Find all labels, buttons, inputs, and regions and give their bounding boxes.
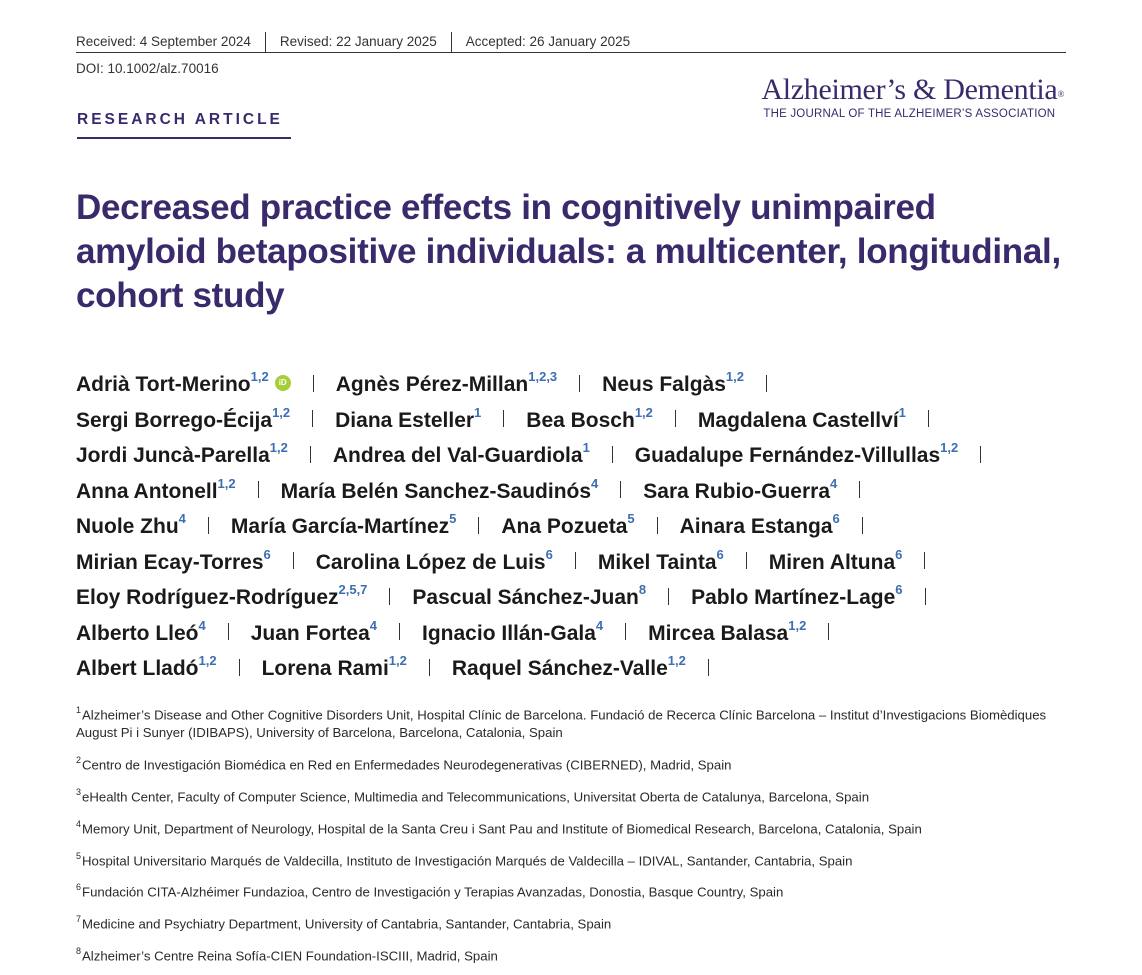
author-name[interactable]	[76, 582, 368, 609]
author-separator	[668, 588, 669, 605]
author-name-text: Jordi Juncà-Parella	[76, 444, 270, 467]
author-separator	[579, 375, 580, 392]
author-separator	[478, 517, 479, 534]
author-name[interactable]	[261, 653, 407, 680]
author-line	[76, 574, 1076, 610]
affiliation-superscript[interactable]: 1,2	[634, 404, 653, 420]
author-separator	[310, 446, 311, 463]
author-name[interactable]	[422, 617, 604, 645]
affiliation-superscript[interactable]: 1,2	[217, 475, 236, 491]
author-list	[76, 361, 1076, 681]
author-separator	[859, 481, 860, 498]
author-name[interactable]	[526, 404, 653, 432]
author-separator	[746, 552, 747, 569]
author-separator	[924, 552, 925, 569]
article-type-underline	[77, 137, 291, 139]
affiliation-superscript[interactable]: 1,2	[388, 653, 407, 668]
author-name[interactable]	[250, 617, 378, 645]
author-name-text: Ana Pozueta	[501, 515, 628, 538]
journal-subtitle: THE JOURNAL OF THE ALZHEIMER’S ASSOCIATION	[763, 108, 1056, 120]
author-name[interactable]	[315, 546, 553, 574]
author-name-text: Miren Altuna	[768, 550, 896, 574]
journal-logo	[761, 74, 1064, 120]
affiliation-number: 4	[76, 818, 82, 829]
author-name[interactable]	[76, 653, 217, 680]
affiliation-superscript[interactable]: 6	[895, 546, 903, 562]
affiliation-item	[76, 752, 1076, 774]
author-name-text: Sara Rubio-Guerra	[643, 479, 830, 503]
affiliation-superscript[interactable]: 1,2	[788, 617, 807, 633]
author-name-text: Mirian Ecay-Torres	[76, 550, 264, 574]
author-separator	[928, 410, 929, 427]
author-name[interactable]	[412, 582, 647, 609]
affiliation-superscript[interactable]: 1,2	[250, 369, 269, 384]
author-name-text: Pablo Martínez-Lage	[691, 586, 896, 609]
author-separator	[862, 517, 863, 534]
author-line	[76, 645, 1076, 681]
affiliation-superscript[interactable]: 4	[178, 511, 186, 526]
affiliation-superscript[interactable]: 1,2	[269, 440, 288, 455]
affiliation-item	[76, 943, 1076, 965]
author-separator	[429, 659, 430, 676]
author-separator	[312, 410, 313, 427]
affiliation-superscript[interactable]: 6	[832, 511, 840, 526]
author-separator	[620, 481, 621, 498]
author-name[interactable]	[76, 546, 271, 574]
author-name-text: Alberto Lleó	[76, 621, 199, 645]
affiliation-text: eHealth Center, Faculty of Computer Science, Multimedia and Telecommunications, Universitat Oberta de Catalunya, Barcelona, Spain	[82, 789, 870, 805]
author-name[interactable]	[597, 546, 724, 574]
author-separator	[766, 375, 767, 392]
affiliation-text: Memory Unit, Department of Neurology, Hospital de la Santa Creu i Sant Pau and Institute of Biomedical Research, Barcelona, Catalonia, Spain	[82, 821, 922, 837]
affiliation-number: 3	[76, 786, 82, 797]
article-title: Decreased practice effects in cognitively unimpaired amyloid betapositive individuals: a multicenter, longitudinal, cohort study	[76, 188, 1061, 315]
affiliation-superscript[interactable]: 4	[595, 617, 604, 633]
registered-mark: ®	[1057, 89, 1064, 99]
affiliation-superscript[interactable]: 1,2	[940, 440, 959, 455]
author-separator	[708, 659, 709, 676]
affiliation-superscript[interactable]: 4	[198, 617, 206, 633]
affiliation-superscript[interactable]: 6	[263, 546, 271, 562]
author-separator	[389, 588, 390, 605]
author-name-text: Andrea del Val-Guardiola	[332, 444, 583, 467]
author-name[interactable]	[76, 511, 186, 538]
author-name[interactable]	[451, 653, 686, 680]
author-name-text: Neus Falgàs	[602, 373, 726, 396]
author-name-text: Ainara Estanga	[679, 515, 833, 538]
author-separator	[228, 623, 229, 640]
author-name-text: Magdalena Castellví	[697, 408, 899, 432]
author-separator	[625, 623, 626, 640]
affiliation-item	[76, 816, 1076, 838]
author-line	[76, 397, 1076, 433]
article-type-label: RESEARCH ARTICLE	[77, 111, 283, 128]
author-name-text: Guadalupe Fernández-Villullas	[634, 444, 941, 467]
affiliation-number: 2	[76, 754, 82, 765]
doi-link[interactable]: DOI: 10.1002/alz.70016	[76, 61, 219, 76]
affiliation-list	[76, 702, 1076, 975]
author-separator	[612, 446, 613, 463]
author-name[interactable]	[501, 511, 635, 538]
affiliation-superscript[interactable]: 1,2	[198, 653, 217, 668]
author-name[interactable]	[602, 369, 744, 396]
author-name[interactable]	[634, 440, 959, 467]
author-separator	[258, 481, 259, 498]
author-name-text: Nuole Zhu	[76, 515, 179, 538]
author-name[interactable]	[280, 475, 599, 503]
author-separator	[399, 623, 400, 640]
affiliation-text: Fundación CITA-Alzhéimer Fundazioa, Centro de Investigación y Terapias Avanzadas, Donostia, Basque Country, Spain	[82, 884, 784, 900]
affiliation-text: Hospital Universitario Marqués de Valdecilla, Instituto de Investigación Marqués de Valdecilla – IDIVAL, Santander, Cantabria, Spain	[82, 852, 853, 868]
affiliation-superscript[interactable]: 1	[582, 440, 590, 455]
author-name[interactable]	[648, 617, 807, 645]
author-name-text: María Belén Sanchez-Saudinós	[280, 479, 592, 503]
author-separator	[657, 517, 658, 534]
affiliation-item	[76, 911, 1076, 933]
author-line	[76, 361, 1076, 397]
author-separator	[313, 375, 314, 392]
author-name-text: Raquel Sánchez-Valle	[451, 657, 668, 680]
author-separator	[293, 552, 294, 569]
affiliation-superscript[interactable]: 5	[449, 511, 457, 526]
author-name[interactable]	[332, 440, 590, 467]
author-name-text: Adrià Tort-Merino	[76, 373, 251, 396]
author-name-text: Bea Bosch	[526, 408, 635, 432]
affiliation-superscript[interactable]: 1,2	[272, 404, 291, 420]
author-separator	[503, 410, 504, 427]
author-name[interactable]	[335, 369, 558, 396]
author-name[interactable]	[643, 475, 838, 503]
affiliation-superscript[interactable]: 1,2,3	[528, 369, 558, 384]
author-name[interactable]	[76, 404, 291, 432]
affiliation-item	[76, 702, 1076, 742]
author-separator	[828, 623, 829, 640]
orcid-icon[interactable]: iD	[275, 375, 291, 391]
affiliation-superscript[interactable]: 1	[898, 404, 906, 420]
author-name-text: Agnès Pérez-Millan	[335, 373, 529, 396]
author-name[interactable]	[76, 369, 291, 396]
author-name-text: Mikel Tainta	[597, 550, 717, 574]
author-separator	[925, 588, 926, 605]
author-name-text: Diana Esteller	[335, 408, 475, 432]
publication-dates	[76, 31, 1066, 53]
received-date: Received: 4 September 2024	[76, 34, 251, 49]
author-name-text: Ignacio Illán-Gala	[422, 621, 596, 645]
author-line	[76, 610, 1076, 646]
author-separator	[980, 446, 981, 463]
author-name-text: Sergi Borrego-Écija	[76, 408, 273, 432]
affiliation-superscript[interactable]: 8	[638, 582, 647, 597]
affiliation-number: 1	[76, 705, 82, 715]
affiliation-superscript[interactable]: 1	[474, 404, 482, 420]
author-name-text: Anna Antonell	[76, 479, 218, 503]
author-name-text: Lorena Rami	[261, 657, 389, 680]
author-name-text: Juan Fortea	[250, 621, 370, 645]
author-name[interactable]	[76, 440, 288, 467]
affiliation-superscript[interactable]: 6	[545, 546, 553, 562]
author-name[interactable]	[691, 582, 903, 609]
journal-name: Alzheimer’s & Dementia	[761, 73, 1058, 106]
author-name[interactable]	[76, 475, 236, 503]
author-name[interactable]	[697, 404, 906, 432]
affiliation-superscript[interactable]: 1,2	[667, 653, 686, 668]
affiliation-number: 5	[76, 850, 82, 861]
accepted-date: Accepted: 26 January 2025	[451, 32, 644, 52]
affiliation-superscript[interactable]: 4	[369, 617, 378, 633]
affiliation-text: Alzheimer’s Centre Reina Sofía-CIEN Foundation-ISCIII, Madrid, Spain	[82, 948, 498, 964]
author-separator	[575, 552, 576, 569]
affiliation-text: Centro de Investigación Biomédica en Red en Enfermedades Neurodegenerativas (CIBERNED), Madrid, Spain	[82, 757, 732, 773]
author-separator	[675, 410, 676, 427]
affiliation-superscript[interactable]: 4	[591, 475, 599, 491]
header-divider	[76, 52, 1066, 53]
affiliation-number: 7	[76, 914, 82, 925]
affiliation-number: 6	[76, 882, 82, 893]
affiliation-superscript[interactable]: 5	[627, 511, 635, 526]
author-name-text: Carolina López de Luis	[315, 550, 546, 574]
affiliation-item	[76, 784, 1076, 806]
author-name[interactable]	[76, 617, 206, 645]
affiliation-item	[76, 848, 1076, 870]
author-name[interactable]	[679, 511, 840, 538]
affiliation-superscript[interactable]: 6	[716, 546, 724, 562]
author-name-text: María García-Martínez	[230, 515, 450, 538]
revised-date: Revised: 22 January 2025	[265, 32, 451, 52]
affiliation-superscript[interactable]: 4	[830, 475, 838, 491]
author-name[interactable]	[230, 511, 457, 538]
affiliation-superscript[interactable]: 6	[895, 582, 903, 597]
author-line	[76, 432, 1076, 468]
affiliation-item	[76, 879, 1076, 901]
affiliation-number: 8	[76, 946, 82, 957]
author-separator	[239, 659, 240, 676]
affiliation-text: Medicine and Psychiatry Department, University of Cantabria, Santander, Cantabria, Spain	[82, 916, 612, 932]
author-name[interactable]	[335, 404, 482, 432]
author-name-text: Albert Lladó	[76, 657, 199, 680]
affiliation-superscript[interactable]: 1,2	[725, 369, 744, 384]
author-line	[76, 468, 1076, 504]
author-separator	[208, 517, 209, 534]
author-name[interactable]	[768, 546, 903, 574]
author-name-text: Eloy Rodríguez-Rodríguez	[76, 586, 339, 609]
affiliation-superscript[interactable]: 2,5,7	[338, 582, 368, 597]
author-name-text: Mircea Balasa	[648, 621, 789, 645]
author-name-text: Pascual Sánchez-Juan	[412, 586, 639, 609]
affiliation-text: Alzheimer’s Disease and Other Cognitive Disorders Unit, Hospital Clínic de Barcelona. Fundació de Recerca Clínic Barcelona – Institut d’Investigacions Biomèdiques August Pi i Sunyer (IDIBAPS), University of Barcelona, Barcelona, Catalonia, Spain	[76, 707, 1047, 741]
author-line	[76, 503, 1076, 539]
author-line	[76, 539, 1076, 575]
